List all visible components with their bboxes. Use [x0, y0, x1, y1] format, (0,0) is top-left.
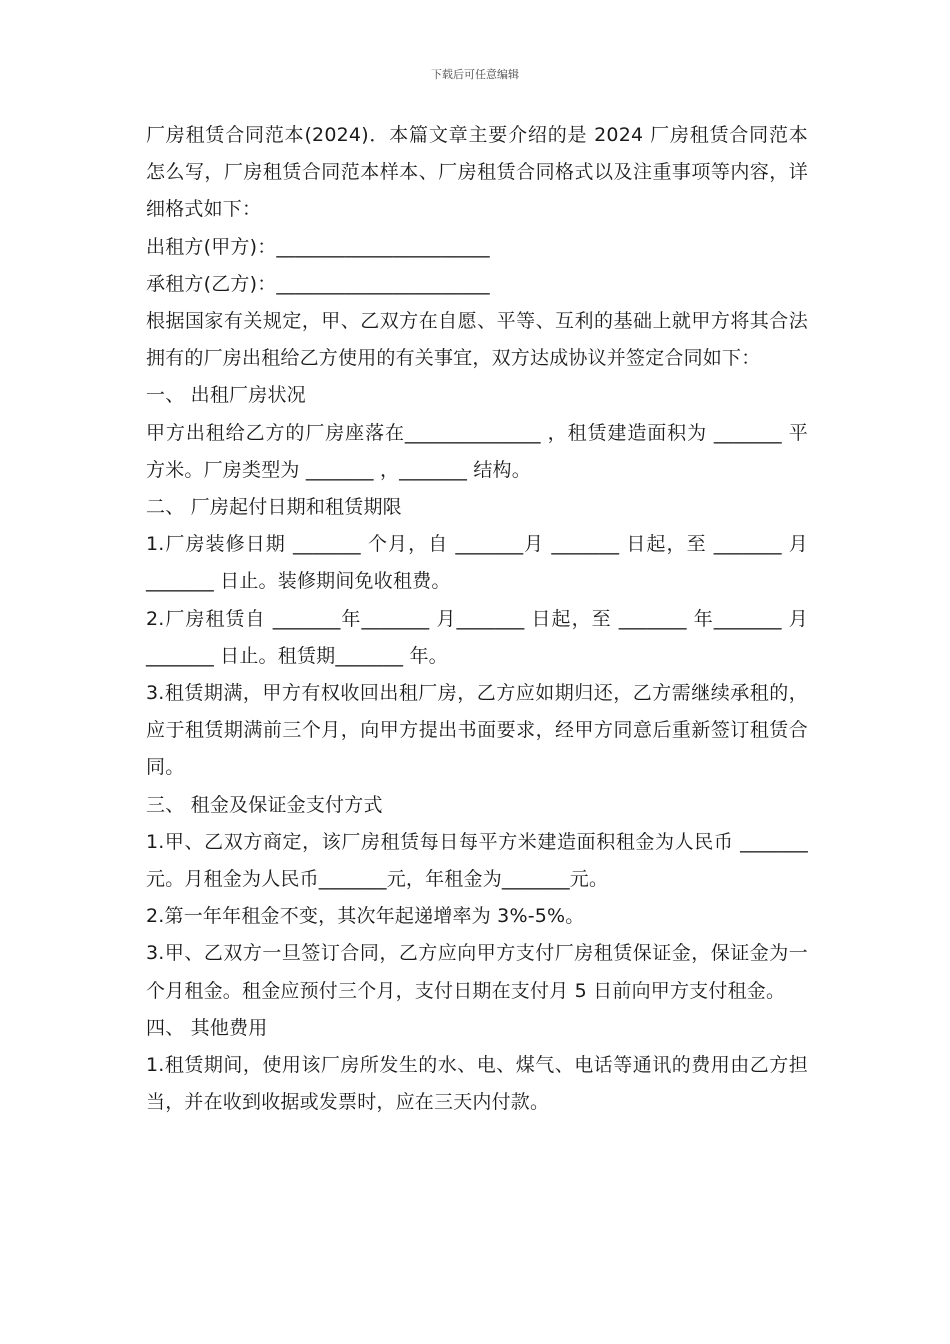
document-body	[146, 117, 808, 1121]
paragraph-lessor: 出租方(甲方)：______________________	[146, 235, 490, 258]
clause-4-1: 1.租赁期间，使用该厂房所发生的水、电、煤气、电话等通讯的费用由乙方担当，并在收到收据或发票时，应在三天内付款。	[146, 1054, 808, 1114]
section-heading-3: 三、 租金及保证金支付方式	[146, 793, 383, 816]
section-heading-4: 四、 其他费用	[146, 1016, 268, 1039]
section-heading-2: 二、 厂房起付日期和租赁期限	[146, 496, 402, 519]
paragraph-property: 甲方出租给乙方的厂房座落在______________ ，租赁建造面积为 _______ 平方米。厂房类型为 _______ ，_______ 结构。	[146, 421, 808, 481]
clause-2-2: 2.厂房租赁自 _______年_______ 月_______ 日起，至 _______ 年_______ 月_______ 日止。租赁期_______ 年。	[146, 607, 808, 667]
clause-3-3: 3.甲、乙双方一旦签订合同，乙方应向甲方支付厂房租赁保证金，保证金为一个月租金。租金应预付三个月，支付日期在支付月 5 日前向甲方支付租金。	[146, 942, 808, 1002]
section-heading-1: 一、 出租厂房状况	[146, 384, 306, 407]
page-header: 下载后可任意编辑	[431, 68, 519, 81]
paragraph-lessee: 承租方(乙方)：______________________	[146, 272, 490, 295]
paragraph-intro: 厂房租赁合同范本(2024)．本篇文章主要介绍的是 2024 厂房租赁合同范本怎么写，厂房租赁合同范本样本、厂房租赁合同格式以及注重事项等内容，详细格式如下：	[146, 124, 808, 221]
clause-3-2: 2.第一年年租金不变，其次年起递增率为 3%-5%。	[146, 905, 585, 928]
clause-3-1: 1.甲、乙双方商定，该厂房租赁每日每平方米建造面积租金为人民币 _______元。月租金为人民币_______元，年租金为_______元。	[146, 830, 808, 891]
clause-2-1: 1.厂房装修日期 _______ 个月，自 _______月 _______ 日起，至 _______ 月_______ 日止。装修期间免收租费。	[146, 533, 808, 593]
paragraph-preamble: 根据国家有关规定，甲、乙双方在自愿、平等、互利的基础上就甲方将其合法拥有的厂房出租给乙方使用的有关事宜，双方达成协议并签定合同如下：	[146, 310, 808, 370]
clause-2-3: 3.租赁期满，甲方有权收回出租厂房，乙方应如期归还，乙方需继续承租的，应于租赁期满前三个月，向甲方提出书面要求，经甲方同意后重新签订租赁合同。	[146, 682, 808, 779]
